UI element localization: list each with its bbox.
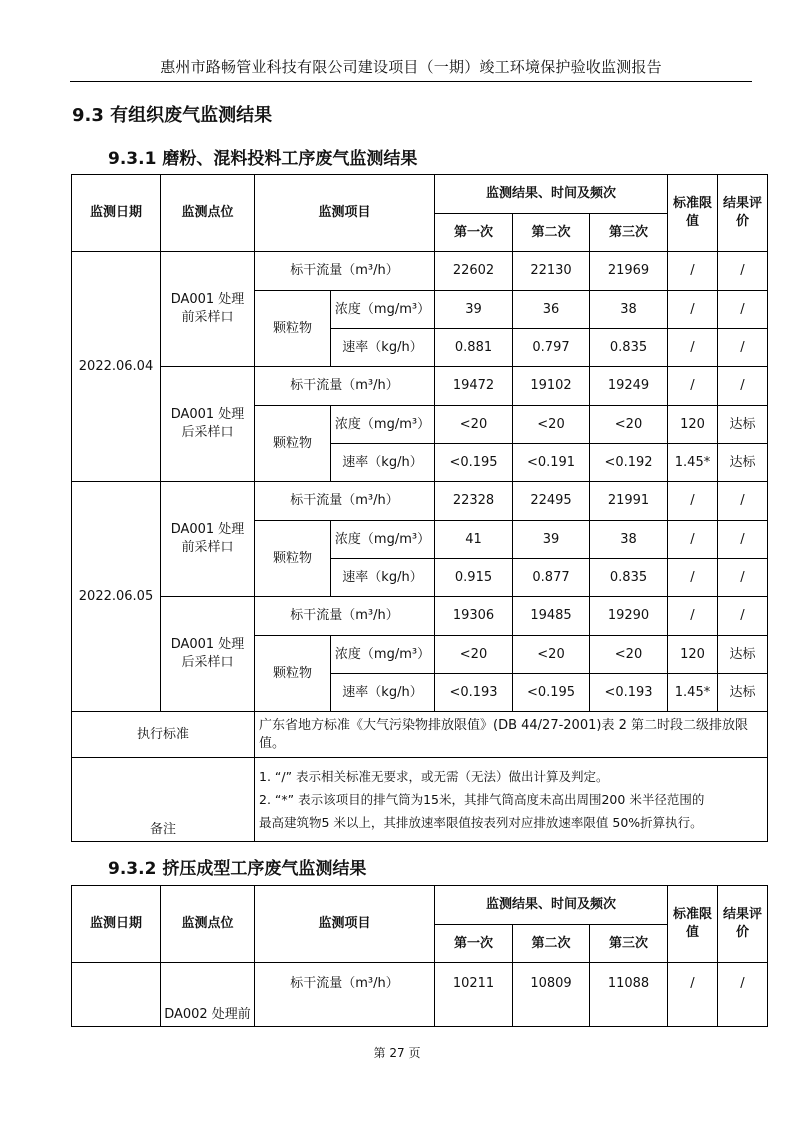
- result-evaluation: /: [718, 521, 768, 559]
- value-round-2: <0.191: [513, 444, 590, 482]
- standard-limit: /: [668, 482, 718, 521]
- result-evaluation: 达标: [718, 674, 768, 712]
- value-round-2: <0.195: [513, 674, 590, 712]
- report-header: 惠州市路畅管业科技有限公司建设项目（一期）竣工环境保护验收监测报告: [70, 56, 752, 82]
- col-header-round-2: 第二次: [513, 214, 590, 252]
- value-round-3: 0.835: [590, 329, 668, 367]
- flow-label: 标干流量（m³/h）: [255, 963, 435, 1027]
- sampling-point: DA001 处理前采样口: [161, 252, 255, 367]
- col-header-item: 监测项目: [255, 886, 435, 963]
- table-row: [72, 252, 768, 291]
- pollutant-label: 颗粒物: [255, 636, 331, 712]
- value-round-3: <0.193: [590, 674, 668, 712]
- sampling-point: DA001 处理后采样口: [161, 597, 255, 712]
- value-round-3: 0.835: [590, 559, 668, 597]
- value-round-3: 38: [590, 291, 668, 329]
- value-round-1: 19472: [435, 367, 513, 406]
- value-round-1: 19306: [435, 597, 513, 636]
- result-evaluation: /: [718, 291, 768, 329]
- result-evaluation: /: [718, 597, 768, 636]
- value-round-3: <20: [590, 406, 668, 444]
- table2-flow-r1: 10211: [435, 963, 513, 1027]
- remark-line-2: 2. “*” 表示该项目的排气筒为15米，其排气筒高度未高出周围200 米半径范围的: [259, 792, 705, 807]
- standard-limit: /: [668, 329, 718, 367]
- col-header-point: 监测点位: [161, 175, 255, 252]
- table2-flow-eval: /: [718, 963, 768, 1027]
- standard-limit: /: [668, 597, 718, 636]
- standard-limit: 120: [668, 406, 718, 444]
- value-round-1: 22602: [435, 252, 513, 291]
- result-evaluation: /: [718, 482, 768, 521]
- value-round-1: 0.915: [435, 559, 513, 597]
- standard-limit: /: [668, 367, 718, 406]
- value-round-3: <20: [590, 636, 668, 674]
- col-header-evaluation: 结果评价: [718, 886, 768, 963]
- sampling-point: DA001 处理前采样口: [161, 482, 255, 597]
- pollutant-label: 颗粒物: [255, 406, 331, 482]
- value-round-1: <20: [435, 636, 513, 674]
- monitoring-date: 2022.06.04: [72, 252, 161, 482]
- value-round-1: <0.195: [435, 444, 513, 482]
- remark-label: 备注: [72, 758, 255, 842]
- value-round-3: 21969: [590, 252, 668, 291]
- value-round-2: 22130: [513, 252, 590, 291]
- standard-limit: 120: [668, 636, 718, 674]
- value-round-2: <20: [513, 406, 590, 444]
- table2-point-cell: DA002 处理前: [161, 963, 255, 1027]
- result-evaluation: /: [718, 252, 768, 291]
- page-number: 第 27 页: [373, 1046, 421, 1060]
- flow-label: 标干流量（m³/h）: [255, 597, 435, 636]
- result-evaluation: 达标: [718, 444, 768, 482]
- standard-label: 执行标准: [72, 712, 255, 758]
- section-title: 9.3 有组织废气监测结果: [72, 105, 273, 126]
- value-round-1: <0.193: [435, 674, 513, 712]
- col-header-results: 监测结果、时间及频次: [435, 175, 668, 214]
- concentration-label: 浓度（mg/m³）: [331, 521, 435, 559]
- result-evaluation: /: [718, 367, 768, 406]
- col-header-item: 监测项目: [255, 175, 435, 252]
- concentration-label: 浓度（mg/m³）: [331, 291, 435, 329]
- table2-flow-r3: 11088: [590, 963, 668, 1027]
- col-header-standard: 标准限值: [668, 886, 718, 963]
- monitoring-table-2: [71, 885, 768, 1027]
- value-round-1: <20: [435, 406, 513, 444]
- value-round-3: 21991: [590, 482, 668, 521]
- col-header-standard: 标准限值: [668, 175, 718, 252]
- col-header-round-1: 第一次: [435, 925, 513, 963]
- pollutant-label: 颗粒物: [255, 521, 331, 597]
- col-header-date: 监测日期: [72, 886, 161, 963]
- value-round-2: 36: [513, 291, 590, 329]
- value-round-3: 38: [590, 521, 668, 559]
- value-round-2: 0.877: [513, 559, 590, 597]
- value-round-2: 19102: [513, 367, 590, 406]
- result-evaluation: 达标: [718, 406, 768, 444]
- result-evaluation: /: [718, 329, 768, 367]
- col-header-point: 监测点位: [161, 886, 255, 963]
- value-round-2: 22495: [513, 482, 590, 521]
- subsection-title-2: 9.3.2 挤压成型工序废气监测结果: [108, 859, 367, 879]
- result-evaluation: 达标: [718, 636, 768, 674]
- rate-label: 速率（kg/h）: [331, 559, 435, 597]
- table2-flow-std: /: [668, 963, 718, 1027]
- remark-line-3: 最高建筑物5 米以上，其排放速率限值按表列对应排放速率限值 50%折算执行。: [259, 815, 703, 830]
- value-round-2: <20: [513, 636, 590, 674]
- concentration-label: 浓度（mg/m³）: [331, 636, 435, 674]
- flow-label: 标干流量（m³/h）: [255, 482, 435, 521]
- standard-limit: /: [668, 521, 718, 559]
- rate-label: 速率（kg/h）: [331, 444, 435, 482]
- standard-limit: /: [668, 291, 718, 329]
- subsection-title-1: 9.3.1 磨粉、混料投料工序废气监测结果: [108, 149, 418, 169]
- concentration-label: 浓度（mg/m³）: [331, 406, 435, 444]
- table-row: [72, 367, 768, 406]
- rate-label: 速率（kg/h）: [331, 674, 435, 712]
- standard-limit: /: [668, 559, 718, 597]
- rate-label: 速率（kg/h）: [331, 329, 435, 367]
- remark-line-1: 1. “/” 表示相关标准无要求，或无需（无法）做出计算及判定。: [259, 769, 609, 784]
- standard-text: 广东省地方标准《大气污染物排放限值》(DB 44/27-2001)表 2 第二时段二级排放限值。: [255, 712, 768, 758]
- table-row: [72, 482, 768, 521]
- pollutant-label: 颗粒物: [255, 291, 331, 367]
- value-round-2: 39: [513, 521, 590, 559]
- value-round-2: 19485: [513, 597, 590, 636]
- col-header-round-2: 第二次: [513, 925, 590, 963]
- flow-label: 标干流量（m³/h）: [255, 252, 435, 291]
- value-round-3: 19249: [590, 367, 668, 406]
- col-header-date: 监测日期: [72, 175, 161, 252]
- value-round-1: 0.881: [435, 329, 513, 367]
- standard-limit: /: [668, 252, 718, 291]
- col-header-results: 监测结果、时间及频次: [435, 886, 668, 925]
- value-round-2: 0.797: [513, 329, 590, 367]
- table2-date-cell: [72, 963, 161, 1027]
- standard-limit: 1.45*: [668, 444, 718, 482]
- result-evaluation: /: [718, 559, 768, 597]
- col-header-evaluation: 结果评价: [718, 175, 768, 252]
- col-header-round-3: 第三次: [590, 925, 668, 963]
- monitoring-table-1: [71, 174, 768, 842]
- value-round-1: 39: [435, 291, 513, 329]
- table2-flow-r2: 10809: [513, 963, 590, 1027]
- standard-limit: 1.45*: [668, 674, 718, 712]
- col-header-round-1: 第一次: [435, 214, 513, 252]
- value-round-1: 22328: [435, 482, 513, 521]
- sampling-point: DA001 处理后采样口: [161, 367, 255, 482]
- value-round-3: <0.192: [590, 444, 668, 482]
- value-round-1: 41: [435, 521, 513, 559]
- col-header-round-3: 第三次: [590, 214, 668, 252]
- monitoring-date: 2022.06.05: [72, 482, 161, 712]
- table-row: [72, 597, 768, 636]
- value-round-3: 19290: [590, 597, 668, 636]
- remark-text: [255, 758, 768, 842]
- flow-label: 标干流量（m³/h）: [255, 367, 435, 406]
